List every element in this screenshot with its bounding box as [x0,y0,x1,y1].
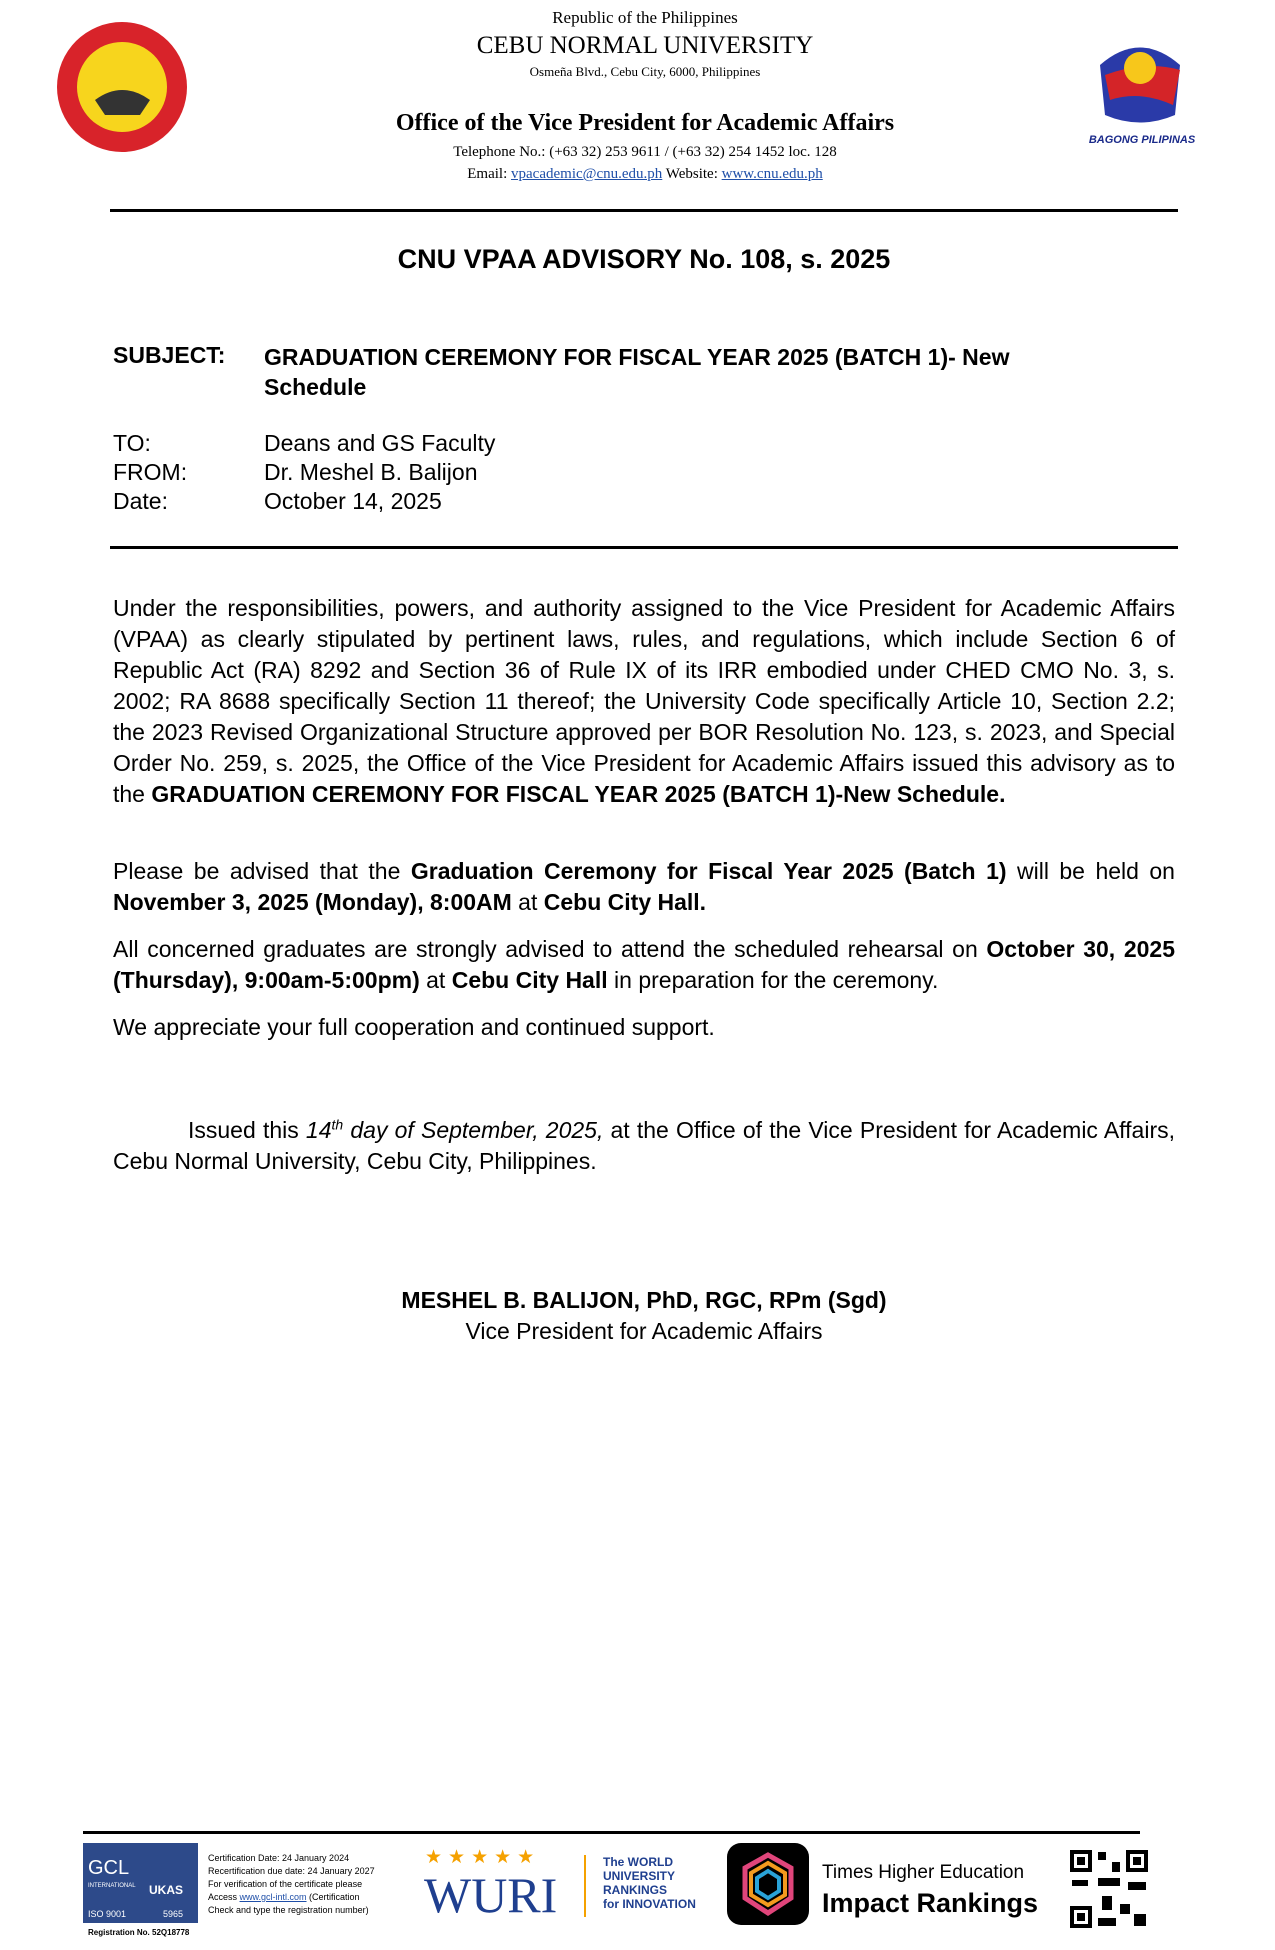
to-value: Deans and GS Faculty [264,430,496,456]
bagong-pilipinas-text: BAGONG PILIPINAS [1088,134,1196,146]
wuri-logo: WURI [424,1867,558,1923]
email-link[interactable]: vpacademic@cnu.edu.ph [511,166,663,182]
the-line2: Impact Rankings [822,1888,1039,1918]
website-label: Website: [665,166,718,182]
advisory-body [113,593,1175,1347]
registration-number: Registration No. 52Q18778 [88,1928,190,1937]
paragraph-authority: Under the responsibilities, powers, and authority assigned to the Vice President for Academic Affairs (VPAA) as clearly stipulated by pertinent laws, rules, and regulations, which include Section 6 of Republic Act (RA) 8292 and Section 36 of Rule IX of its IRR embodied under CHED CMO No. 3, s. 2002; RA 8688 specifically Section 11 thereof; the University Code specifically Article 10, Section 2.2; the 2023 Revised Organizational Structure approved per BOR Resolution No. 123, s. 2023, and Special Order No. 259, s. 2025, the Office of the Vice President for Academic Affairs issued this advisory as to the GRADUATION CEREMONY FOR FISCAL YEAR 2025 (BATCH 1)-New Schedule. [113,595,1175,807]
contact-line [300,166,990,183]
email-label: Email: [467,166,508,182]
bagong-pilipinas-logo [1085,20,1195,130]
republic-line: Republic of the Philippines [552,8,738,27]
footer-divider [83,1831,1140,1834]
the-line1: Times Higher Education [822,1862,1025,1883]
subject-label: SUBJECT: [113,342,226,368]
signatory-title: Vice President for Academic Affairs [465,1318,823,1344]
university-address: Osmeña Blvd., Cebu City, 6000, Philippines [529,64,761,79]
certification-info: Certification Date: 24 January 2024 Recertification due date: 24 January 2027 For verification of the certificate please Access www.gcl-intl.com (Certification Check and type the registration number) [208,1853,375,1915]
header-divider [110,209,1178,212]
advisory-title: CNU VPAA ADVISORY No. 108, s. 2025 [397,244,891,274]
from-value: Dr. Meshel B. Balijon [264,459,478,485]
memo-divider [110,546,1178,549]
impact-rankings-icon [727,1843,809,1925]
from-label: FROM: [113,459,188,485]
subject-value: GRADUATION CEREMONY FOR FISCAL YEAR 2025 (BATCH 1)- New Schedule [264,344,1010,400]
gcl-ukas-badge: GCL INTERNATIONAL UKAS ISO 9001 5965 [83,1843,198,1923]
paragraph-rehearsal: All concerned graduates are strongly advised to attend the scheduled rehearsal on October 30, 2025 (Thursday), 9:00am-5:00pm) at Cebu City Hall in preparation for the ceremony. [113,936,1175,993]
signatory-name: MESHEL B. BALIJON, PhD, RGC, RPm (Sgd) [401,1287,887,1313]
date-label: Date: [113,488,168,514]
university-name: CEBU NORMAL UNIVERSITY [476,32,814,59]
paragraph-appreciation: We appreciate your full cooperation and continued support. [113,1014,715,1040]
qr-code-icon[interactable] [1068,1848,1150,1930]
cnu-seal-logo [55,20,190,155]
date-value: October 14, 2025 [264,488,442,514]
wuri-text: The WORLD UNIVERSITY RANKINGS for INNOVATION [603,1855,696,1911]
paragraph-schedule: Please be advised that the Graduation Ceremony for Fiscal Year 2025 (Batch 1) will be held on November 3, 2025 (Monday), 8:00AM at Cebu City Hall. [113,858,1175,915]
wuri-stars-icon: ★★★★★ [425,1847,541,1868]
wuri-divider [584,1855,586,1917]
to-label: TO: [113,430,151,456]
telephone: Telephone No.: (+63 32) 253 9611 / (+63 32) 254 1452 loc. 128 [453,144,837,160]
office-name: Office of the Vice President for Academic Affairs [395,110,895,136]
paragraph-issued: Issued this 14th day of September, 2025, at the Office of the Vice President for Academic Affairs, Cebu Normal University, Cebu City, Philippines. [113,1116,1175,1174]
gcl-link[interactable]: www.gcl-intl.com [239,1892,307,1902]
website-link[interactable]: www.cnu.edu.ph [721,166,823,182]
